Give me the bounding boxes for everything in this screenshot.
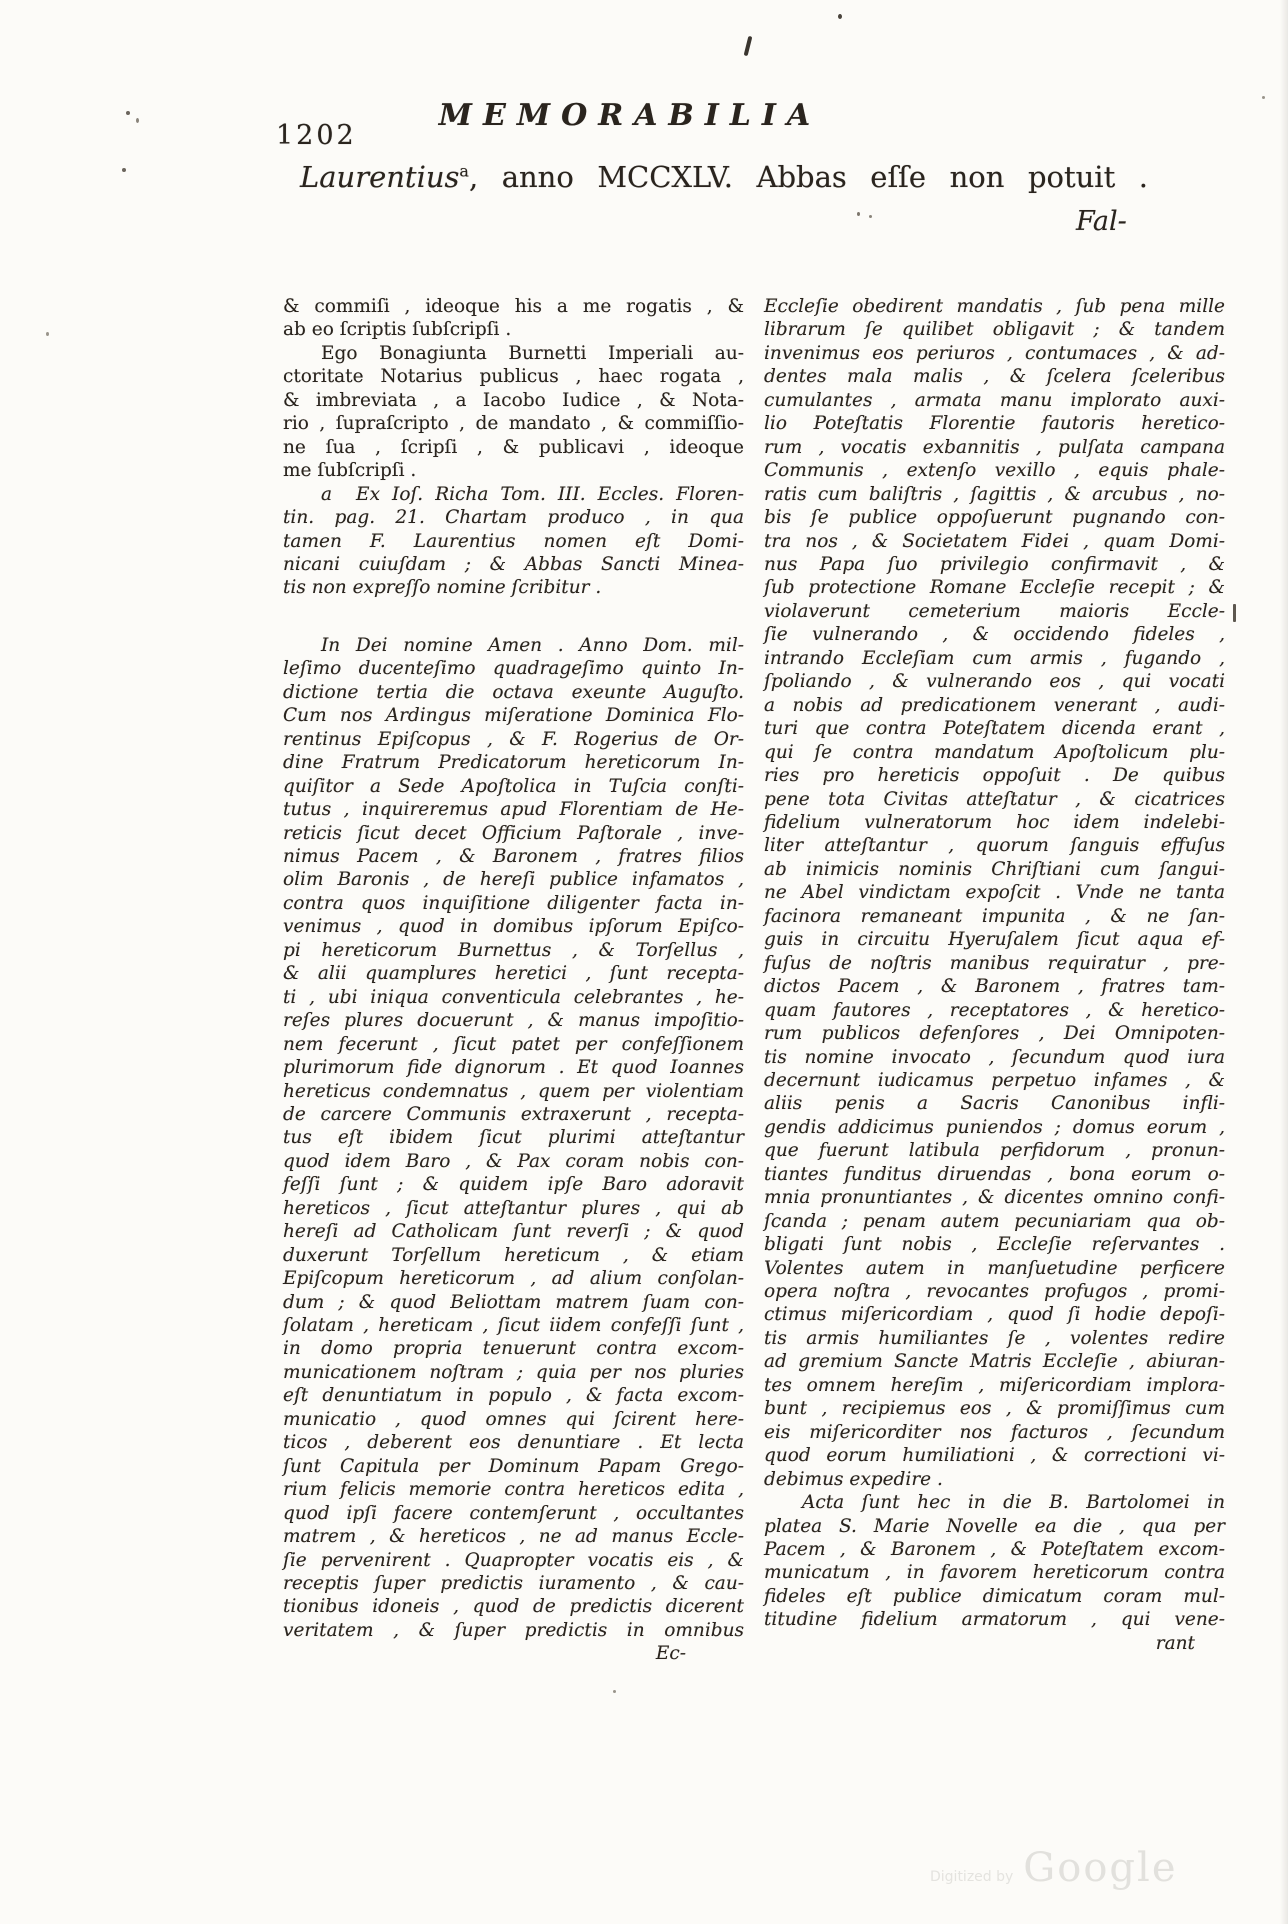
right-column	[764, 295, 1225, 1666]
text-line: & imbreviata , a Iacobo Iudice , & Nota-	[283, 389, 744, 411]
left-column-text	[283, 295, 744, 1642]
scan-speck	[613, 1690, 616, 1693]
text-line: Pacem , & Baronem , & Poteſtatem excom-	[764, 1539, 1225, 1561]
text-line: tiantes funditus diruendas , bona eorum o-	[764, 1163, 1225, 1185]
text-line: tis armis humiliantes ſe , volentes redire	[764, 1327, 1225, 1349]
right-catchword: rant	[1155, 1632, 1195, 1654]
text-line: rum , vocatis exbannitis , pulſata campana	[764, 436, 1225, 458]
text-line: nus Papa ſuo privilegio confirmavit , &	[764, 553, 1225, 575]
text-line: olim Baronis , de hereſi publice infamatos ,	[283, 869, 744, 891]
heading-rest: , anno MCCXLV. Abbas eſſe non potuit .	[468, 160, 1148, 194]
text-line: feſſi ſunt ; & quidem ipſe Baro adoravit	[283, 1174, 744, 1196]
text-line: municationem noſtram ; quia per nos pluries	[283, 1361, 744, 1383]
text-line: ries pro hereticis oppoſuit . De quibus	[764, 765, 1225, 787]
text-line: ſie pervenirent . Quapropter vocatis eis , &	[283, 1549, 744, 1571]
text-line: quod idem Baro , & Pax coram nobis con-	[283, 1150, 744, 1172]
text-line: eſt denuntiatum in populo , & facta excom-	[283, 1385, 744, 1407]
text-line: ne Abel vindictam expoſcit . Vnde ne tanta	[764, 882, 1225, 904]
text-line: ticos , deberent eos denuntiare . Et lecta	[283, 1432, 744, 1454]
text-line: contra quos inquiſitione diligenter facta in-	[283, 892, 744, 914]
text-line: eis miſericorditer nos facturos , ſecundum	[764, 1421, 1225, 1443]
text-line: & commiſi , ideoque his a me rogatis , &	[283, 296, 744, 317]
text-line: platea S. Marie Novelle ea die , qua per	[764, 1515, 1225, 1537]
text-line: bunt , recipiemus eos , & promiſſimus cum	[764, 1398, 1225, 1420]
text-line: ſolatam , hereticam , ſicut iidem confeſſi ſunt ,	[283, 1315, 744, 1337]
google-logo: Google	[1023, 1845, 1178, 1891]
text-line: opera noſtra , revocantes profugos , promi-	[764, 1281, 1225, 1303]
footnote-marker: a	[459, 161, 469, 181]
text-line: ſie vulnerando , & occidendo fideles ,	[764, 624, 1225, 646]
page-edge-shadow	[1280, 0, 1288, 1924]
text-line: in domo propria tenuerunt contra excom-	[283, 1338, 744, 1360]
text-line: Eccleſie obedirent mandatis , ſub pena mille	[764, 296, 1225, 317]
text-line: qui ſe contra mandatum Apoſtolicum plu-	[764, 741, 1225, 763]
text-line: bligati ſunt nobis , Eccleſie reſervantes .	[764, 1234, 1225, 1256]
text-line: reſes plures docuerunt , & manus impoſitio-	[283, 1010, 744, 1032]
text-line: quiſitor a Sede Apoſtolica in Tuſcia conſti-	[283, 775, 744, 797]
scan-speck	[838, 14, 842, 19]
text-line: titudine fidelium armatorum , qui vene-	[764, 1609, 1225, 1631]
text-line: dictos Pacem , & Baronem , fratres tam-	[764, 976, 1225, 998]
text-line: hereſi ad Catholicam ſunt reverſi ; & quod	[283, 1221, 744, 1243]
text-line: Communis , extenſo vexillo , equis phale-	[764, 460, 1225, 482]
text-line: tionibus idoneis , quod de predictis dicerent	[283, 1596, 744, 1618]
text-line: reticis ſicut decet Officium Paſtorale , inve-	[283, 822, 744, 844]
text-line: hereticus condemnatus , quem per violentiam	[283, 1080, 744, 1102]
scan-speck	[1233, 604, 1236, 622]
text-line: leſimo ducenteſimo quadrageſimo quinto In-	[283, 658, 744, 680]
text-line: ne ſua , ſcripſi , & publicavi , ideoque	[283, 436, 744, 458]
text-line: debimus expedire .	[764, 1468, 943, 1490]
text-line: facinora remaneant impunita , & ne ſan-	[764, 905, 1225, 927]
running-title: MEMORABILIA	[438, 98, 822, 133]
google-watermark	[930, 1845, 1177, 1891]
right-column-text	[764, 295, 1225, 1632]
left-column	[283, 295, 744, 1666]
text-line: fideles eſt publice dimicatum coram mul-	[764, 1585, 1225, 1607]
text-line: Volentes autem in manſuetudine perficere	[764, 1257, 1225, 1279]
text-line: fuſus de noſtris manibus requiratur , pre-	[764, 952, 1225, 974]
text-line: me ſubſcripſi .	[283, 460, 417, 482]
text-line: nimus Pacem , & Baronem , fratres filios	[283, 845, 744, 867]
text-line: In Dei nomine Amen . Anno Dom. mil-	[321, 634, 744, 656]
text-line: receptis ſuper predictis iuramento , & cau-	[283, 1573, 744, 1595]
text-line: tis nomine invocato , ſecundum quod iura	[764, 1046, 1225, 1068]
text-line: tra nos , & Societatem Fidei , quam Domi-	[764, 530, 1225, 552]
scan-speck	[744, 36, 753, 56]
text-line: lio Poteſtatis Florentie fautoris heretico-	[764, 413, 1225, 435]
text-line: decernunt iudicamus perpetuo infames , &	[764, 1069, 1225, 1091]
text-line: tamen F. Laurentius nomen eſt Domi-	[283, 530, 744, 552]
text-line: plurimorum fide dignorum . Et quod Ioannes	[283, 1057, 744, 1079]
text-line: quod eorum humiliationi , & correctioni vi-	[764, 1445, 1225, 1467]
text-line: ſcanda ; penam autem pecuniariam qua ob-	[764, 1210, 1225, 1232]
text-line: ratis cum baliſtris , ſagittis , & arcubus , no-	[764, 483, 1225, 505]
watermark-prefix: Digitized by	[930, 1869, 1014, 1885]
text-line: ab inimicis nominis Chriſtiani cum ſangui-	[764, 858, 1225, 880]
text-line: librarum ſe quilibet obligavit ; & tandem	[764, 319, 1225, 341]
text-line: nem fecerunt , ſicut patet per confeſſionem	[283, 1033, 744, 1055]
text-line: tin. pag. 21. Chartam produco , in qua	[283, 507, 744, 529]
text-line: & alii quamplures heretici , ſunt recepta-	[283, 963, 744, 985]
text-line: ad gremium Sancte Matris Eccleſie , abiuran-	[764, 1351, 1225, 1373]
section-heading	[300, 160, 1148, 194]
text-line: mnia pronuntiantes , & dicentes omnino confi-	[764, 1187, 1225, 1209]
paragraph	[283, 342, 744, 483]
text-line: turi que contra Poteſtatem dicenda erant ,	[764, 718, 1225, 740]
text-line: municatum , in favorem hereticorum contra	[764, 1562, 1225, 1584]
scan-speck	[122, 168, 126, 172]
text-line: dictione tertia die octava exeunte Auguſto.	[283, 681, 744, 703]
scan-speck	[136, 118, 139, 123]
paragraph	[283, 483, 744, 600]
text-line: fidelium vulneratorum hoc idem indelebi-	[764, 811, 1225, 833]
text-line: rio , ſupraſcripto , de mandato , & commiſſio-	[283, 413, 744, 435]
text-line: ctoritate Notarius publicus , haec rogata ,	[283, 366, 744, 388]
text-line: ſub protectione Romane Eccleſie recepit ; &	[764, 577, 1225, 599]
text-line: liter atteſtantur , quorum ſanguis effuſus	[764, 835, 1225, 857]
text-line: intrando Eccleſiam cum armis , fugando ,	[764, 647, 1225, 669]
text-line: veritatem , & ſuper predictis in omnibus	[283, 1619, 744, 1641]
paragraph	[764, 295, 1225, 1491]
paragraph	[764, 1491, 1225, 1632]
text-line: rentinus Epiſcopus , & F. Rogerius de Or-	[283, 728, 744, 750]
scan-speck	[126, 111, 130, 115]
text-line: guis in circuitu Hyeruſalem ſicut aqua ef-	[764, 929, 1225, 951]
paragraph	[283, 295, 744, 342]
page-number: 1202	[276, 120, 357, 151]
text-line: a nobis ad predicationem venerant , audi-	[764, 694, 1225, 716]
text-line: rium felicis memorie contra hereticos edita ,	[283, 1479, 744, 1501]
text-line: dum ; & quod Beliottam matrem ſuam con-	[283, 1291, 744, 1313]
text-line: tes omnem hereſim , miſericordiam implora-	[764, 1374, 1225, 1396]
text-line: venimus , quod in domibus ipſorum Epiſco-	[283, 916, 744, 938]
text-line: violaverunt cemeterium maioris Eccle-	[764, 600, 1225, 622]
header-catchword: Fal-	[1076, 206, 1127, 237]
text-line: matrem , & hereticos , ne ad manus Eccle-	[283, 1526, 744, 1548]
text-line: tutus , inquireremus apud Florentiam de He-	[283, 799, 744, 821]
text-line: aliis penis a Sacris Canonibus infli-	[764, 1093, 1225, 1115]
text-line: quam fautores , receptatores , & heretico-	[764, 999, 1225, 1021]
text-line: cumulantes , armata manu implorato auxi-	[764, 389, 1225, 411]
text-line: que fuerunt latibula perfidorum , pronun-	[764, 1140, 1225, 1162]
text-line: quod ipſi facere contemſerunt , occultantes	[283, 1502, 744, 1524]
text-line: Cum nos Ardingus miſeratione Dominica Flo-	[283, 705, 744, 727]
heading-name: Laurentius	[300, 160, 460, 194]
text-line: ctimus miſericordiam , quod ſi hodie depoſi-	[764, 1304, 1225, 1326]
scan-speck	[857, 212, 860, 216]
text-line: pi hereticorum Burnettus , & Torſellus ,	[283, 939, 744, 961]
text-line: invenimus eos periuros , contumaces , & ad-	[764, 342, 1225, 364]
scan-speck	[46, 332, 49, 336]
text-line: de carcere Communis extraxerunt , recepta-	[283, 1103, 744, 1125]
text-line: pene tota Civitas atteſtatur , & cicatrices	[764, 788, 1225, 810]
text-columns	[283, 295, 1225, 1666]
text-line: ti , ubi iniqua conventicula celebrantes , he-	[283, 986, 744, 1008]
scan-speck	[869, 215, 872, 218]
left-catchword: Ec-	[655, 1643, 686, 1665]
text-line: tis non expreſſo nomine ſcribitur .	[283, 577, 602, 599]
text-line: dentes mala malis , & ſcelera ſceleribus	[764, 366, 1225, 388]
text-line: ſpoliando , & vulnerando eos , qui vocati	[764, 671, 1225, 693]
text-line: municatio , quod omnes qui ſcirent here-	[283, 1408, 744, 1430]
text-line: duxerunt Torſellum hereticum , & etiam	[283, 1244, 744, 1266]
text-line: rum publicos defenſores , Dei Omnipoten-	[764, 1023, 1225, 1045]
text-line: ſunt Capitula per Dominum Papam Grego-	[283, 1455, 744, 1477]
text-line: Ego Bonagiunta Burnetti Imperiali au-	[321, 342, 744, 364]
text-line: Acta ſunt hec in die B. Bartolomei in	[802, 1492, 1225, 1514]
text-line: nicani cuiuſdam ; & Abbas Sancti Minea-	[283, 553, 744, 575]
text-line: gendis addicimus puniendos ; domus eorum ,	[764, 1116, 1225, 1138]
text-line: Epiſcopum hereticorum , ad alium conſolan-	[283, 1268, 744, 1290]
text-line: bis ſe publice oppoſuerunt pugnando con-	[764, 507, 1225, 529]
text-line: dine Fratrum Predicatorum hereticorum In-	[283, 752, 744, 774]
text-line: a Ex Ioſ. Richa Tom. III. Eccles. Floren-	[321, 483, 744, 505]
text-line: ab eo ſcriptis ſubſcripſi .	[283, 319, 512, 341]
paragraph	[283, 634, 744, 1642]
text-line: tus eſt ibidem ſicut plurimi atteſtantur	[283, 1127, 744, 1149]
text-line: hereticos , ſicut atteſtantur plures , qui ab	[283, 1197, 744, 1219]
scan-speck	[1262, 96, 1265, 99]
